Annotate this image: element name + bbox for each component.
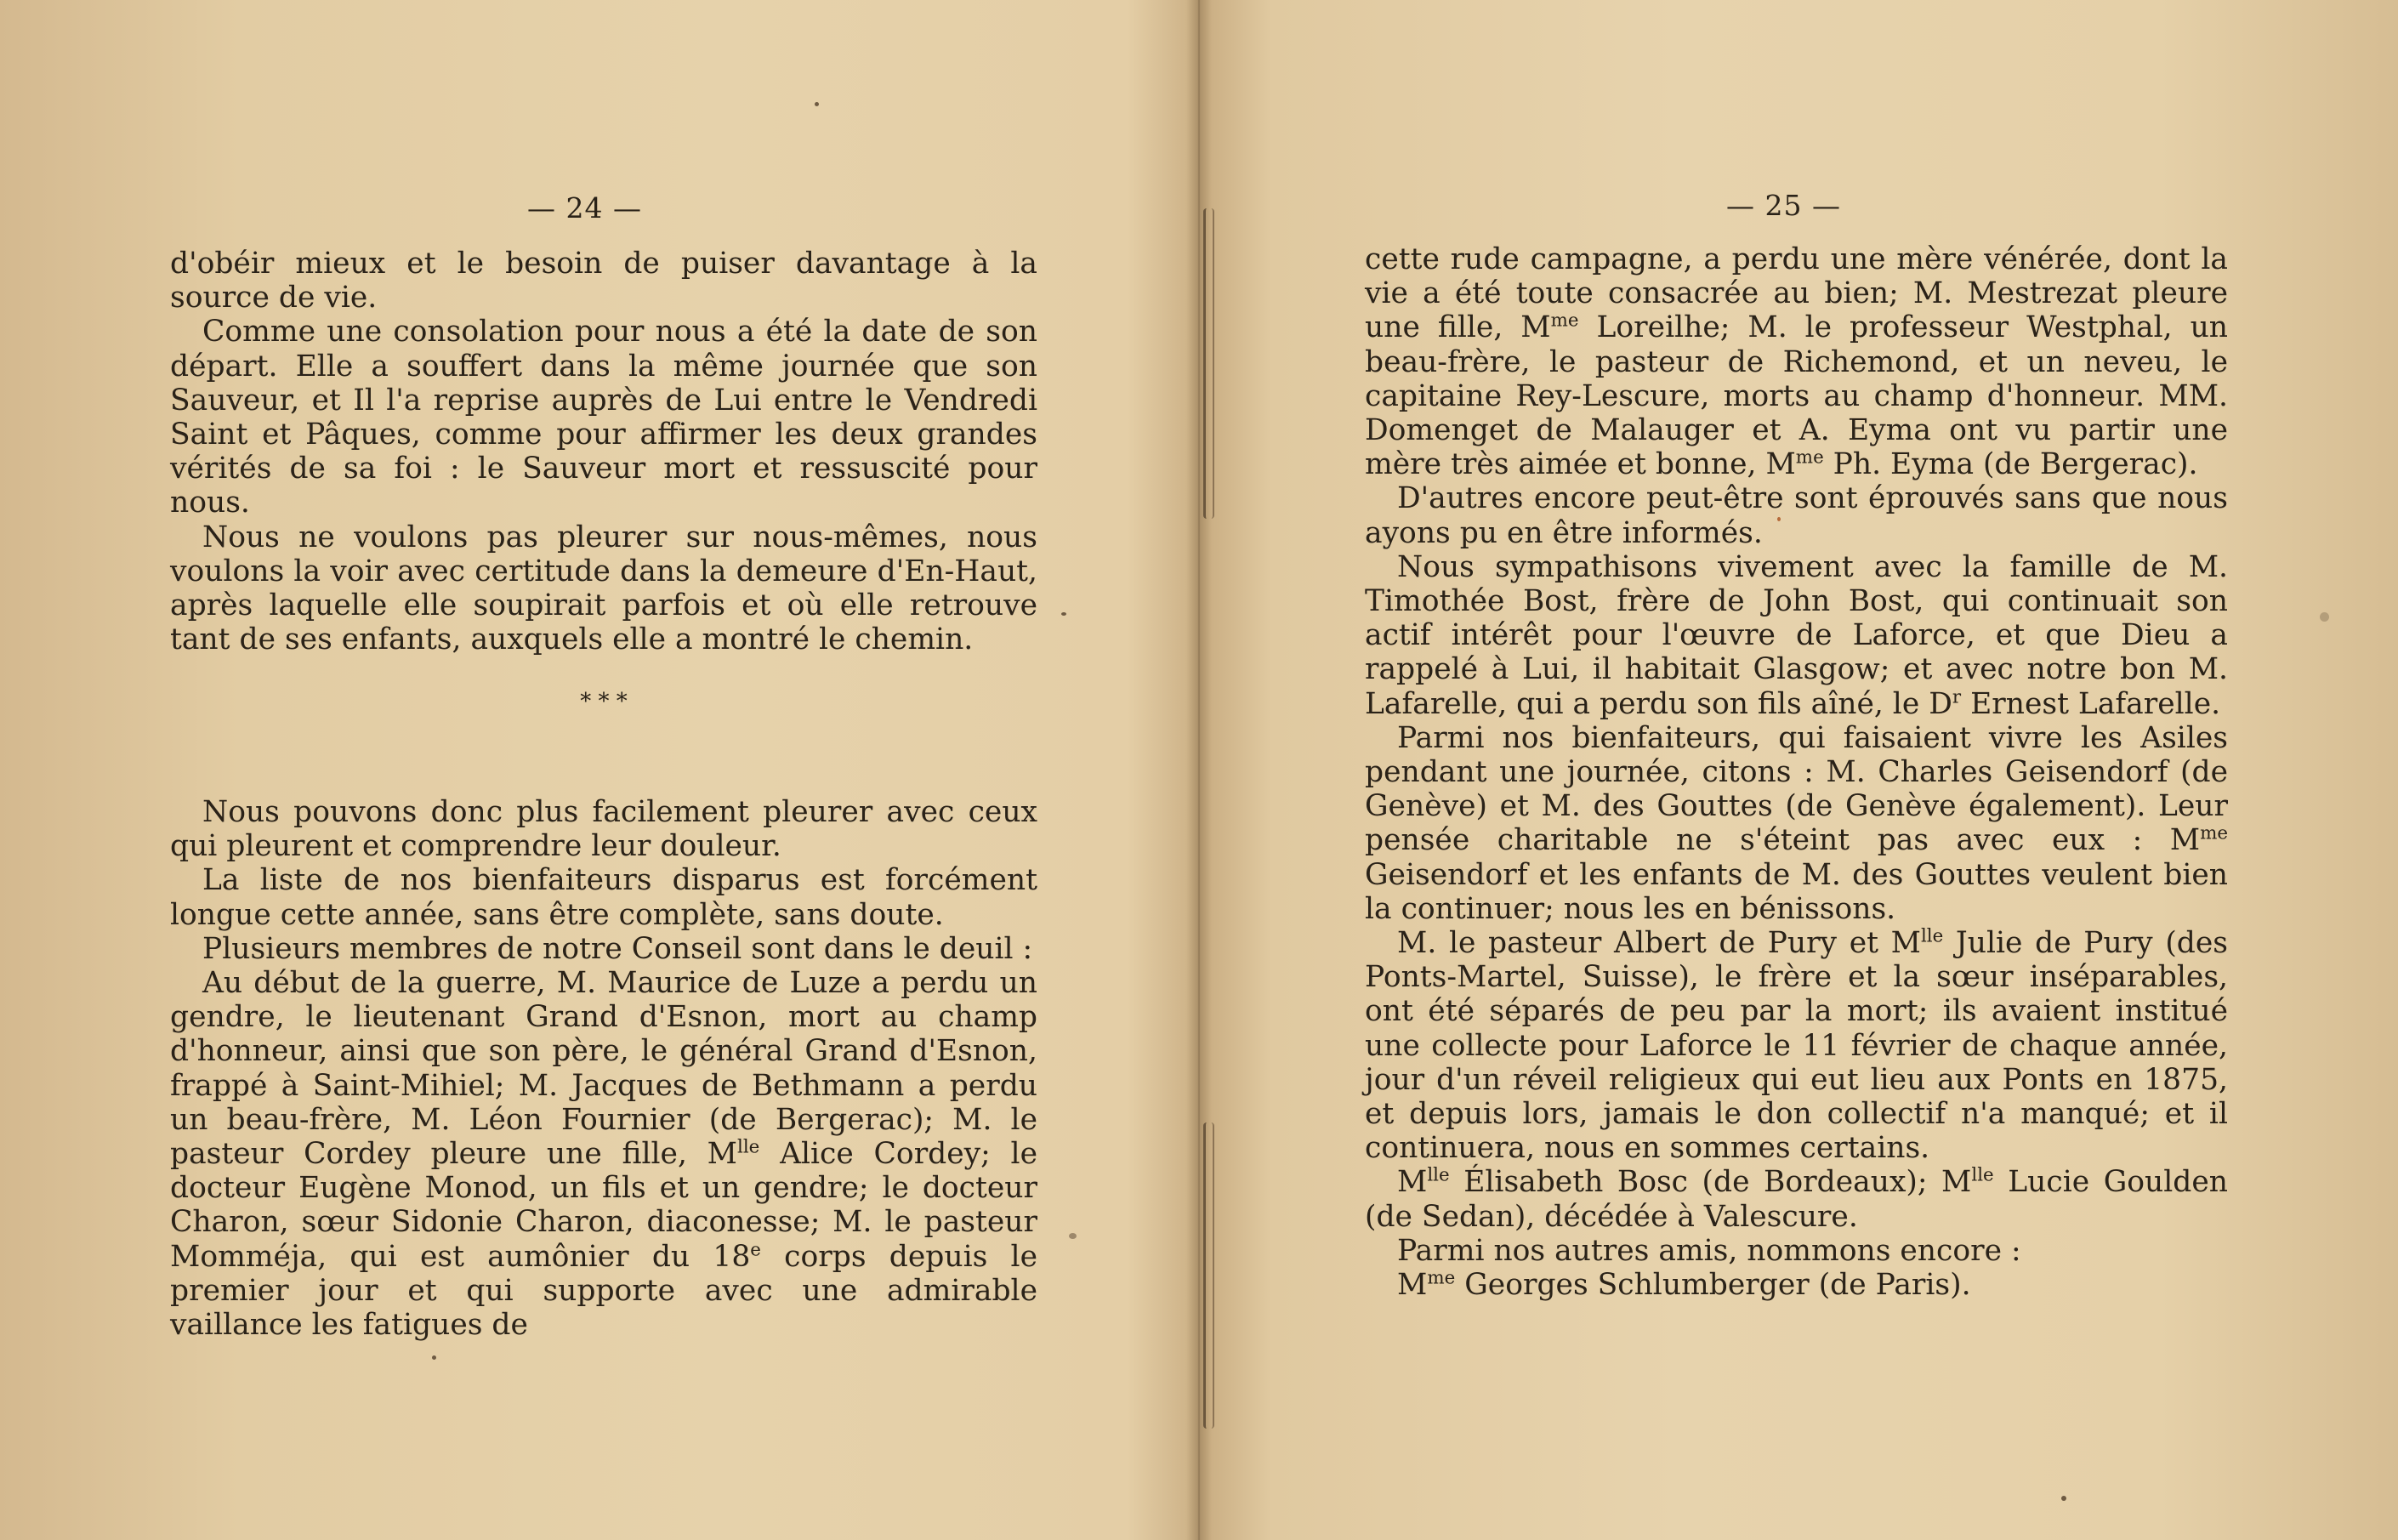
right-page <box>1199 0 2398 1540</box>
paragraph: La liste de nos bienfaiteurs disparus est forcément longue cette année, sans être complète, sans doute. <box>170 863 1037 932</box>
paragraph: Nous ne voulons pas pleurer sur nous-mêmes, nous voulons la voir avec certitude dans la demeure d'En-Haut, après laquelle elle soupirait parfois et où elle retrouve tant de ses enfants, auxquels elle a montré le chemin. <box>170 520 1037 657</box>
paragraph: Parmi nos autres amis, nommons encore : <box>1397 1233 2021 1268</box>
paragraph: Plusieurs membres de notre Conseil sont dans le deuil : <box>202 931 1033 966</box>
paper-speck <box>815 102 819 106</box>
paragraph: M. le pasteur Albert de Pury et $M^{lle}$ Julie de Pury (des Ponts-Martel, Suisse), le frère et la sœur inséparables, ont été séparés de peu par la mort; ils avaient institué une collecte pour Laforce le 11 février de chaque année, jour d'un réveil religieux qui eut lieu aux Ponts en 1875, et depuis lors, jamais le don collectif n'a manqué; et il continuera, nous en sommes certains. <box>1365 925 2228 1166</box>
page-number: — 24 — <box>527 191 642 224</box>
paper-speck <box>2061 1496 2066 1501</box>
paper-speck <box>432 1355 436 1360</box>
paragraph: Au début de la guerre, M. Maurice de Luze a perdu un gendre, le lieutenant Grand d'Esnon, mort au champ d'honneur, ainsi que son père, le général Grand d'Esnon, frappé à Saint-Mihiel; M. Jacques de Bethmann a perdu un beau-frère, M. Léon Fournier (de Bergerac); M. le pasteur Cordey pleure une fille, $M^{lle}$ Alice Cordey; le docteur Eugène Monod, un fils et un gendre; le docteur Charon, sœur Sidonie Charon, diaconesse; M. le pasteur Momméja, qui est aumônier du 18e corps depuis le premier jour et qui supporte avec une admirable vaillance les fatigues de <box>170 966 1037 1343</box>
paper-speck <box>1069 1233 1077 1239</box>
page-number: — 25 — <box>1726 189 1841 222</box>
paragraph: cette rude campagne, a perdu une mère vénérée, dont la vie a été toute consacrée au bien; M. Mestrezat pleure une fille, $M^{me}$ Loreilhe; M. le professeur Westphal, un beau-frère, le pasteur de Richemond, et un neveu, le capitaine Rey-Lescure, morts au champ d'honneur. MM. Domenget de Malauger et A. Eyma ont vu partir une mère très aimée et bonne, $M^{me}$ Ph. Eyma (de Bergerac). <box>1365 242 2229 482</box>
paragraph: D'autres encore peut-être sont éprouvés sans que nous ayons pu en être informés. <box>1365 481 2228 550</box>
paper-speck <box>1061 612 1066 616</box>
paragraph: Nous pouvons donc plus facilement pleurer avec ceux qui pleurent et comprendre leur douleur. <box>170 795 1037 864</box>
paragraph: $M^{me}$ Georges Schlumberger (de Paris). <box>1397 1267 1971 1303</box>
text-block <box>1365 242 2228 1302</box>
left-page <box>0 0 1190 1540</box>
section-separator <box>561 689 646 714</box>
asterism: * * * <box>580 689 628 714</box>
paragraph: d'obéir mieux et le besoin de puiser davantage à la source de vie. <box>170 247 1037 315</box>
text-block-top <box>170 247 1037 656</box>
paragraph: Comme une consolation pour nous a été la date de son départ. Elle a souffert dans la même journée que son Sauveur, et Il l'a reprise auprès de Lui entre le Vendredi Saint et Pâques, comme pour affirmer les deux grandes vérités de sa foi : le Sauveur mort et ressuscité pour nous. <box>170 315 1037 520</box>
paragraph: Nous sympathisons vivement avec la famille de M. Timothée Bost, frère de John Bost, qui continuait son actif intérêt pour l'œuvre de Laforce, et que Dieu a rappelé à Lui, il habitait Glasgow; et avec notre bon M. Lafarelle, qui a perdu son fils aîné, le $D^r$ Ernest Lafarelle. <box>1365 549 2228 721</box>
paragraph: $M^{lle}$ Élisabeth Bosc (de Bordeaux); $M^{lle}$ Lucie Goulden (de Sedan), décédée à Valescure. <box>1365 1164 2228 1234</box>
paragraph: Parmi nos bienfaiteurs, qui faisaient vivre les Asiles pendant une journée, citons : M. Charles Geisendorf (de Genève) et M. des Gouttes (de Genève également). Leur pensée charitable ne s'éteint pas avec eux : $M^{me}$ Geisendorf et les enfants de M. des Gouttes veulent bien la continuer; nous les en bénissons. <box>1365 720 2228 926</box>
paper-speck <box>2320 612 2329 622</box>
paper-speck <box>1777 517 1781 521</box>
text-block-bottom <box>170 795 1037 1342</box>
